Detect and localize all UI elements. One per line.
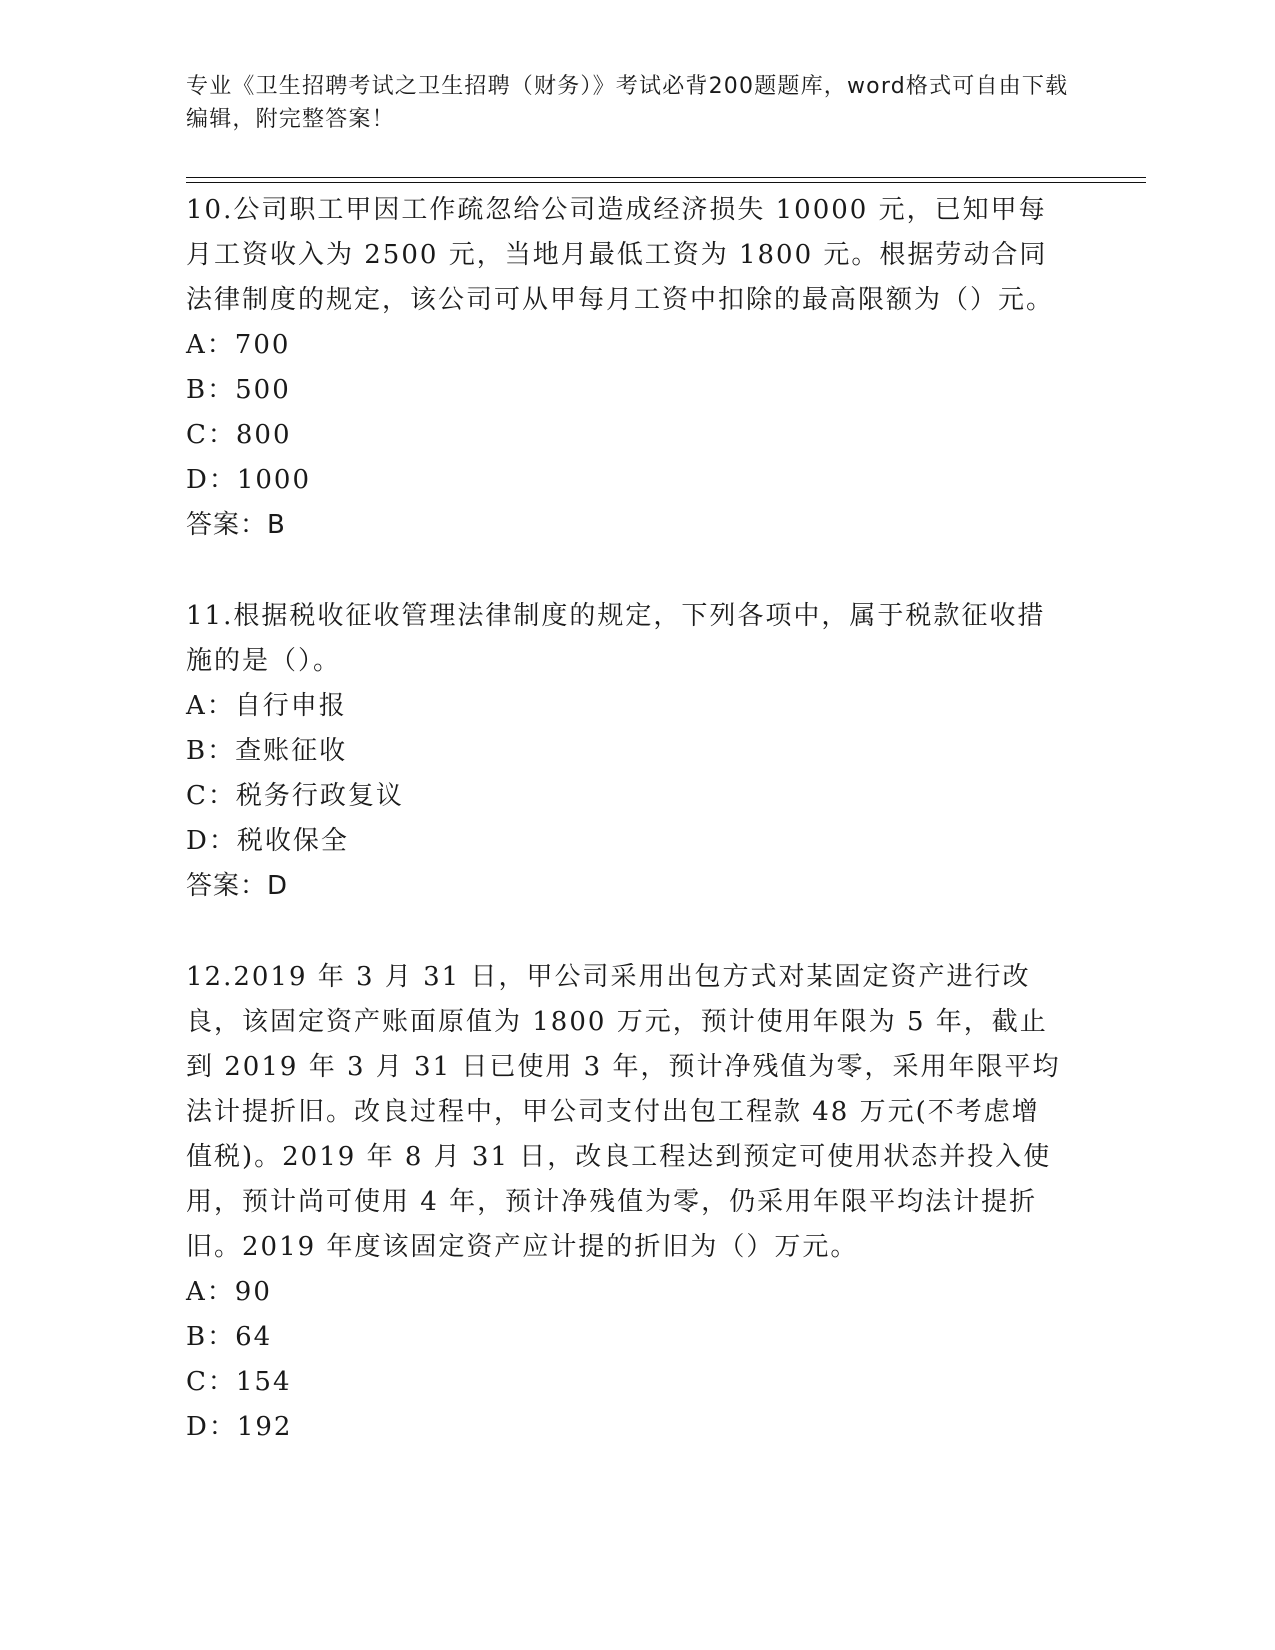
question-11	[186, 594, 1066, 909]
option-b: B：查账征收	[186, 736, 348, 766]
option-a: A：700	[186, 330, 291, 360]
question-stem: 12.2019 年 3 月 31 日，甲公司采用出包方式对某固定资产进行改良，该固定资产账面原值为 1800 万元，预计使用年限为 5 年，截止到 2019 年 3 月 31 日已使用 3 年，预计净残值为零，采用年限平均法计提折旧。改良过程中，甲公司支付出包工程款 48 万元(不考虑增值税)。2019 年 8 月 31 日，改良工程达到预定可使用状态并投入使用，预计尚可使用 4 年，预计净残值为零，仍采用年限平均法计提折旧。2019 年度该固定资产应计提的折旧为（）万元。	[186, 962, 1061, 1262]
option-d: D：1000	[186, 465, 312, 495]
question-stem: 11.根据税收征收管理法律制度的规定，下列各项中，属于税款征收措施的是（）。	[186, 601, 1046, 676]
option-a: A：自行申报	[186, 691, 347, 721]
header-divider-bottom	[186, 182, 1146, 183]
option-b: B：500	[186, 375, 291, 405]
option-c: C：154	[186, 1367, 292, 1397]
document-header	[186, 70, 1086, 136]
answer-line: 答案：D	[186, 871, 289, 901]
question-10	[186, 188, 1066, 548]
header-divider-top	[186, 177, 1146, 178]
option-b: B：64	[186, 1322, 273, 1352]
option-c: C：税务行政复议	[186, 781, 404, 811]
option-a: A：90	[186, 1277, 272, 1307]
option-c: C：800	[186, 420, 292, 450]
document-title: 专业《卫生招聘考试之卫生招聘（财务）》考试必背200题题库，word格式可自由下载编辑，附完整答案！	[186, 74, 1069, 132]
question-stem: 10.公司职工甲因工作疏忽给公司造成经济损失 10000 元，已知甲每月工资收入为 2500 元，当地月最低工资为 1800 元。根据劳动合同法律制度的规定，该公司可从甲每月工资中扣除的最高限额为（）元。	[186, 195, 1055, 315]
option-d: D：税收保全	[186, 826, 349, 856]
option-d: D：192	[186, 1412, 293, 1442]
answer-line: 答案：B	[186, 510, 286, 540]
question-list	[186, 188, 1066, 1496]
question-12	[186, 955, 1066, 1450]
